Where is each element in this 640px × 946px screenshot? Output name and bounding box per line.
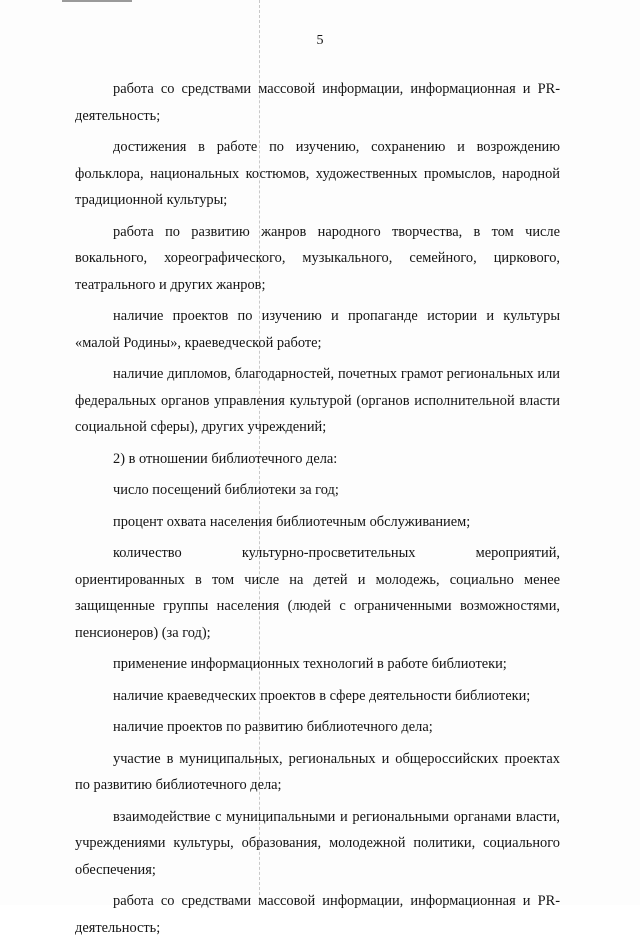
paragraph: работа со средствами массовой информации, информационная и PR-деятельность; xyxy=(75,81,560,124)
paragraph: наличие проектов по изучению и пропаганде истории и культуры «малой Родины», краеведческой работе; xyxy=(75,308,560,351)
paragraph: наличие проектов по развитию библиотечного дела; xyxy=(113,719,433,735)
page-number: 5 xyxy=(316,33,324,48)
paragraph: достижения в работе по изучению, сохранению и возрождению фольклора, национальных костюмов, художественных промыслов, народной традиционной культуры; xyxy=(75,139,560,208)
document-body xyxy=(75,76,560,946)
paragraph: наличие краеведческих проектов в сфере деятельности библиотеки; xyxy=(113,687,531,704)
paragraph: работа со средствами массовой информации, информационная и PR-деятельность; xyxy=(75,893,560,936)
paragraph: наличие дипломов, благодарностей, почетных грамот региональных или федеральных органов управления культурой (органов исполнительной власти социальной сферы), других учреждений; xyxy=(75,366,560,435)
paragraph: взаимодействие с муниципальными и региональными органами власти, учреждениями культуры, образования, молодежной политики, социального обеспечения; xyxy=(75,808,560,878)
paragraph: количество культурно-просветительных мероприятий, ориентированных в том числе на детей и молодежь, социально менее защищенные группы населения (людей с ограниченными возможностями, пенсионеров) (за год); xyxy=(75,545,560,641)
paragraph: работа по развитию жанров народного творчества, в том числе вокального, хореографического, музыкального, семейного, циркового, театрального и других жанров; xyxy=(75,223,560,293)
paragraph: число посещений библиотеки за год; xyxy=(113,482,339,498)
scan-artifact xyxy=(62,0,132,2)
section-heading: 2) в отношении библиотечного дела: xyxy=(113,450,338,467)
paragraph: участие в муниципальных, региональных и общероссийских проектах по развитию библиотечного дела; xyxy=(75,750,560,793)
paragraph: процент охвата населения библиотечным обслуживанием; xyxy=(113,513,471,530)
paragraph: применение информационных технологий в работе библиотеки; xyxy=(113,656,507,672)
